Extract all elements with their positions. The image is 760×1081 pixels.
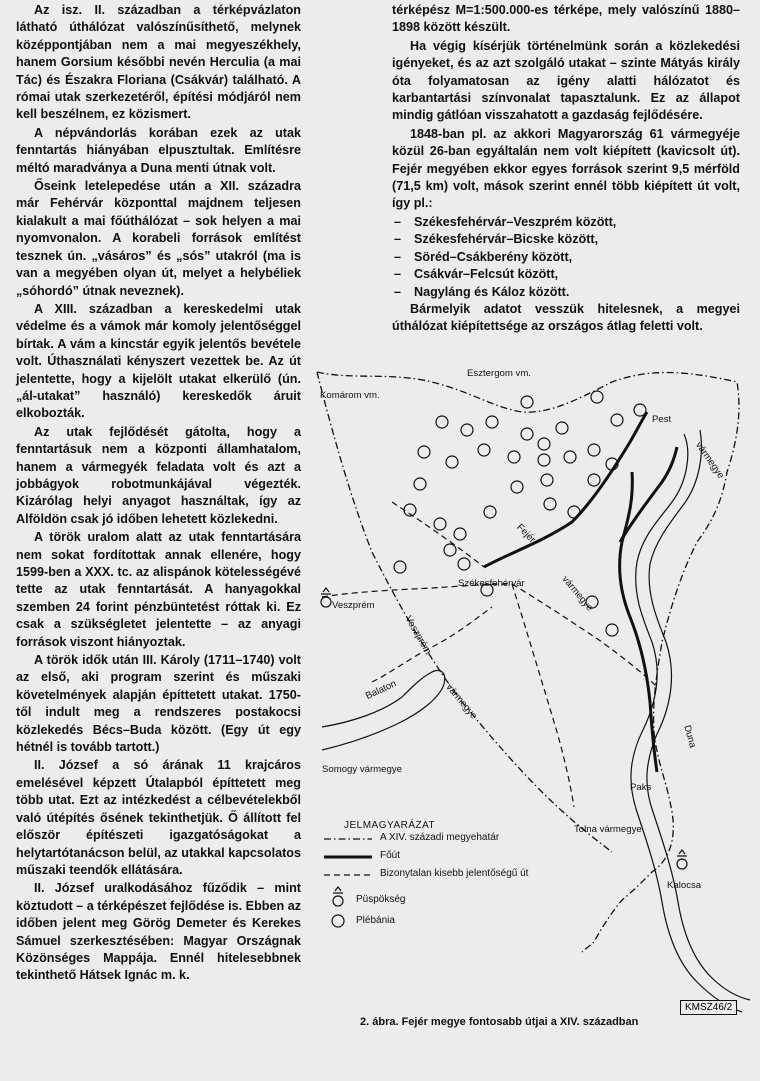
parish-marker [486, 416, 498, 428]
label-veszprem-city: Veszprém [332, 600, 375, 611]
road-map [312, 352, 752, 1042]
paragraph: térképész M=1:500.000-es térképe, mely valószínű 1880–1898 között készült. [392, 3, 740, 35]
parish-marker [634, 404, 646, 416]
parish-marker [538, 454, 550, 466]
parish-marker [541, 474, 553, 486]
label-somogy: Somogy vármegye [322, 764, 402, 775]
legend-bishopric-sample [333, 887, 343, 906]
paragraph: 1848-ban pl. az akkori Magyarország 61 vármegyéje közül 26-ban egyáltalán nem volt kiépített (kavicsolt út). Fejér megyében ekkor egyes források szerint 9,5 mérföld (71,5 km) volt, mások szerint ennél több kiépített út volt, így pl.: [392, 126, 740, 211]
label-veszprem-varmegye: vármegye [443, 682, 480, 722]
road-list [392, 214, 740, 301]
minor-road [372, 607, 492, 682]
parish-markers [394, 391, 646, 636]
parish-marker [461, 424, 473, 436]
parish-marker [591, 391, 603, 403]
label-balaton: Balaton [364, 678, 399, 702]
parish-marker [414, 478, 426, 490]
legend-parish-label: Plébánia [356, 915, 395, 926]
road-list-item: – Csákvár–Felcsút között, [392, 266, 740, 283]
parish-marker [394, 561, 406, 573]
parish-marker [611, 414, 623, 426]
label-tolna: Tolna vármegye [574, 824, 642, 835]
label-komarom: Komárom vm. [320, 390, 380, 401]
paragraph: Bármelyik adatot vesszük hitelesnek, a megyei úthálózat kiépítettsége az országos átlag feletti volt. [392, 301, 740, 334]
parish-marker [454, 528, 466, 540]
parish-marker [564, 451, 576, 463]
label-pest: Pest [652, 414, 672, 425]
road-list-item: – Söréd–Csákberény között, [392, 249, 740, 266]
parish-marker [436, 416, 448, 428]
legend-road-label: Főút [380, 850, 401, 861]
parish-marker [458, 558, 470, 570]
left-column [16, 2, 301, 986]
paragraph: A XIII. században a kereskedelmi utak védelme és a vámok már komoly jelentőséggel bírtak. A vám a kincstár egyik jelentős bevétele volt. Úthasználati kényszert vezettek be. Az út jelentette, hogy a kijelölt utakat elkerülő (ún. „ál-utakat” használó) kereskedők áruit elkobozták. [16, 301, 301, 421]
parish-marker [446, 456, 458, 468]
parish-marker [544, 498, 556, 510]
legend-title: JELMAGYARÁZAT [344, 820, 436, 831]
legend-county-label: A XIV. századi megyehatár [380, 832, 500, 843]
label-szekesfehervar: Székesfehérvár [458, 578, 525, 589]
paragraph: A török idők után III. Károly (1711–1740) volt az első, aki program szerint és műszaki követelmények alapján építtetett utakat. 1750-től indult meg a rendszeres postakocsi közlekedés Bécs–Buda között. (Egy út egy hétnél is tovább tartott.) [16, 653, 301, 755]
parish-marker [521, 428, 533, 440]
parish-marker [478, 444, 490, 456]
parish-marker [606, 624, 618, 636]
minor-road [392, 502, 484, 567]
paragraph: Őseink letelepedése után a XII. századra már Fehérvár központtal majdnem teljesen kialakult a mai főúthálózat – sok helyen a mai nyomvonalon. A korabeli források említést tesznek ún. „vásáros” és „sós” utakról (ma is van a megyében olyan út, melyet a helybéliek „sóhordó” útnak neveznek). [16, 179, 301, 298]
parish-marker [568, 506, 580, 518]
parish-marker [444, 544, 456, 556]
label-paks: Paks [630, 782, 652, 793]
danube-river [647, 430, 750, 1000]
parish-marker [538, 438, 550, 450]
legend-minor-label: Bizonytalan kisebb jelentőségű út [380, 868, 529, 879]
label-pest-varmegye: vármegye [692, 440, 727, 481]
right-column [392, 2, 740, 337]
parish-marker [484, 506, 496, 518]
road-list-item: – Nagyláng és Káloz között. [392, 284, 740, 301]
parish-marker [508, 451, 520, 463]
parish-marker [588, 444, 600, 456]
parish-marker [418, 446, 430, 458]
paragraph: Ha végig kísérjük történelmünk során a közlekedési igényeket, és az azt szolgáló utakat – szinte Mátyás király óta folyamatosan az igény alatti hálózatot és karbantartási színvonalat tapasztalunk. Ez az állapot mindig gátlóan visszahatott a gazdaság fejlődésére. [392, 38, 740, 123]
label-duna: Duna [681, 724, 698, 750]
map-code: KMSZ46/2 [680, 1000, 737, 1015]
parish-marker [521, 396, 533, 408]
parish-marker [556, 422, 568, 434]
label-fejer: Fejér [514, 522, 538, 546]
bishopric-marker [677, 850, 687, 869]
danube-river [631, 434, 742, 1012]
label-esztergom: Esztergom vm. [467, 368, 531, 379]
county-border [317, 372, 612, 852]
label-veszprem-county: Veszprém [402, 614, 434, 657]
main-road [620, 447, 677, 542]
parish-marker [511, 481, 523, 493]
paragraph: A népvándorlás korában ezek az utak fenntartás hiányában elpusztultak. Említésre méltó maradványa a Duna menti útnak volt. [16, 125, 301, 175]
paragraph: Az utak fejlődését gátolta, hogy a fenntartásuk nem a központi államhatalom, hanem a vármegyék feladata volt és azt a jobbágyok robotmunkájával végezték. Kizárólag helyi anyagot használtak, így az Alföldön csak jó időben lehetett közlekedni. [16, 424, 301, 526]
paragraph: Az isz. II. században a térképvázlaton látható úthálózat valószínűsíthető, melynek középpontjában nem a mai megyeszékhely, hanem Gorsium későbbi nevén Herculia (a mai Tác) és Északra Floriana (Csákvár) található. A római utak szerkezetéről, építési módjáról nem kell beszélnem, ez közismert. [16, 3, 301, 122]
paragraph: II. József uralkodásához fűződik – mint köztudott – a térképészet fejlődése is. Ebben az időben jelent meg Görög Demeter és Kerekes Sámuel szerkesztésében: Magyar Országnak Közönséges Mappája. Ennél hitelesebbnek tekinthető Hátsek Ignác m. k. [16, 881, 301, 983]
county-border [317, 372, 739, 952]
paragraph: A török uralom alatt az utak fenntartására nem sokat fordítottak annak ellenére, hogy 1599-ben a XXX. tc. az alispánok kötelességévé tette az utak fenntartását. A hanyagokkal szemben 24 forint pénzbüntetést róttak ki. Ez csak a szükségletet jelentette – az anyagi források viszont hiányoztak. [16, 530, 301, 649]
figure-caption: 2. ábra. Fejér megye fontosabb útjai a XIV. században [360, 1016, 639, 1028]
legend-parish-sample [332, 915, 344, 927]
road-list-item: – Székesfehérvár–Bicske között, [392, 231, 740, 248]
label-fejer-varmegye: vármegye [559, 574, 596, 614]
legend-bishopric-label: Püspökség [356, 894, 406, 905]
paragraph: II. József a só árának 11 krajcáros emelésével képzett Útalapból építtetett meg több utat. Ezt az intézkedést a célbevételekből való útépítés ősének tekinthetjük. Ő állított fel először építészeti igazgatóságokat a helytartótanácson belül, az utakkal kapcsolatos műszaki teendők ellátására. [16, 758, 301, 877]
road-list-item: – Székesfehérvár–Veszprém között, [392, 214, 740, 231]
parish-marker [588, 474, 600, 486]
parish-marker [434, 518, 446, 530]
label-kalocsa: Kalocsa [667, 880, 702, 891]
